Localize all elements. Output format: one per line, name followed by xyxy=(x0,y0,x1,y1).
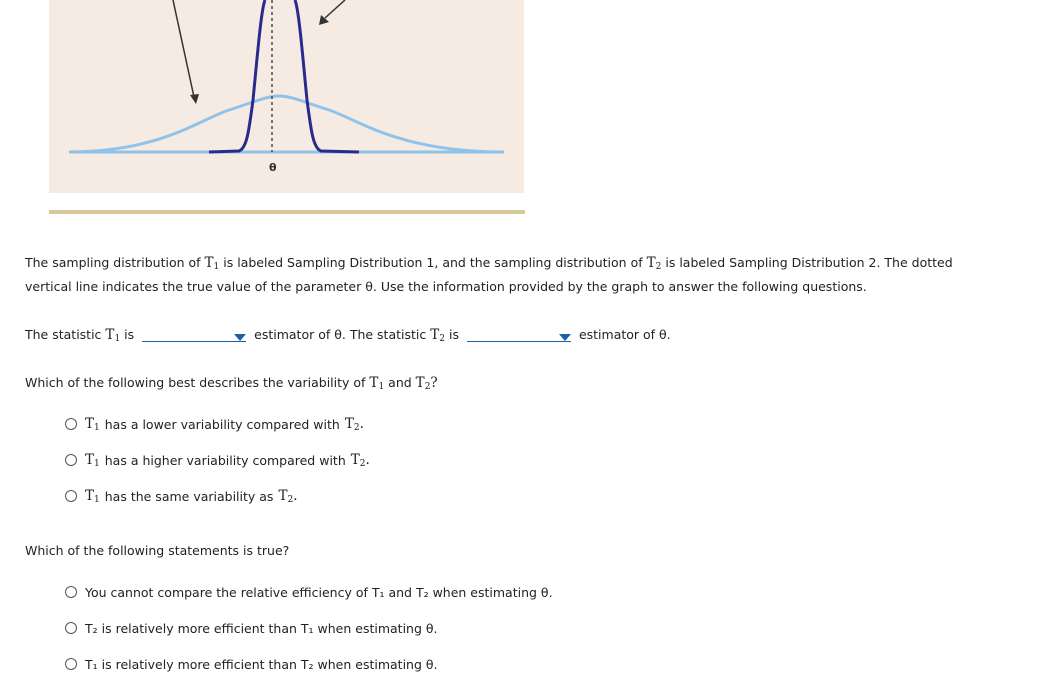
t2-estimator-dropdown[interactable] xyxy=(467,329,571,342)
sampling-distribution-wide xyxy=(69,96,504,152)
efficiency-option-t2-more[interactable]: T₂ is relatively more efficient than T₁ when estimating θ. xyxy=(65,618,438,638)
efficiency-option-cannot-compare[interactable]: You cannot compare the relative efficiency of T₁ and T₂ when estimating θ. xyxy=(65,582,553,602)
radio-button[interactable] xyxy=(65,658,77,670)
chevron-down-icon xyxy=(559,334,571,341)
arrow-head-1 xyxy=(190,94,199,104)
fill-in-sentence: The statistic T1 is estimator of θ. The statistic T2 is estimator of θ. xyxy=(25,327,671,344)
t1-estimator-dropdown[interactable] xyxy=(142,329,246,342)
radio-button[interactable] xyxy=(65,418,77,430)
t1-symbol: T1 xyxy=(204,255,220,272)
question-efficiency: Which of the following statements is true? xyxy=(25,543,290,558)
sampling-distribution-narrow xyxy=(209,0,359,152)
theta-axis-label: θ xyxy=(269,161,277,174)
radio-button[interactable] xyxy=(65,490,77,502)
variability-option-higher[interactable]: T1 has a higher variability compared with T2. xyxy=(65,450,370,470)
arrow-line-1 xyxy=(173,0,194,97)
divider-rule xyxy=(49,210,525,214)
radio-button[interactable] xyxy=(65,622,77,634)
question-variability: Which of the following best describes the variability of T1 and T2? xyxy=(25,375,438,392)
intro-line-2: vertical line indicates the true value of the parameter θ. Use the information provided by the graph to answer the following questions. xyxy=(25,279,867,294)
variability-option-lower[interactable]: T1 has a lower variability compared with T2. xyxy=(65,414,364,434)
efficiency-option-t1-more[interactable]: T₁ is relatively more efficient than T₂ when estimating θ. xyxy=(65,654,438,674)
radio-button[interactable] xyxy=(65,586,77,598)
arrow-line-2 xyxy=(325,0,345,18)
variability-option-same[interactable]: T1 has the same variability as T2. xyxy=(65,486,298,506)
distribution-chart xyxy=(49,0,524,193)
sampling-distribution-graph xyxy=(49,0,524,193)
intro-line-1: The sampling distribution of T1 is labeled Sampling Distribution 1, and the sampling distribution of T2 is labeled Sampling Distribution 2. The dotted xyxy=(25,255,953,272)
radio-button[interactable] xyxy=(65,454,77,466)
chevron-down-icon xyxy=(234,334,246,341)
t2-symbol: T2 xyxy=(646,255,662,272)
